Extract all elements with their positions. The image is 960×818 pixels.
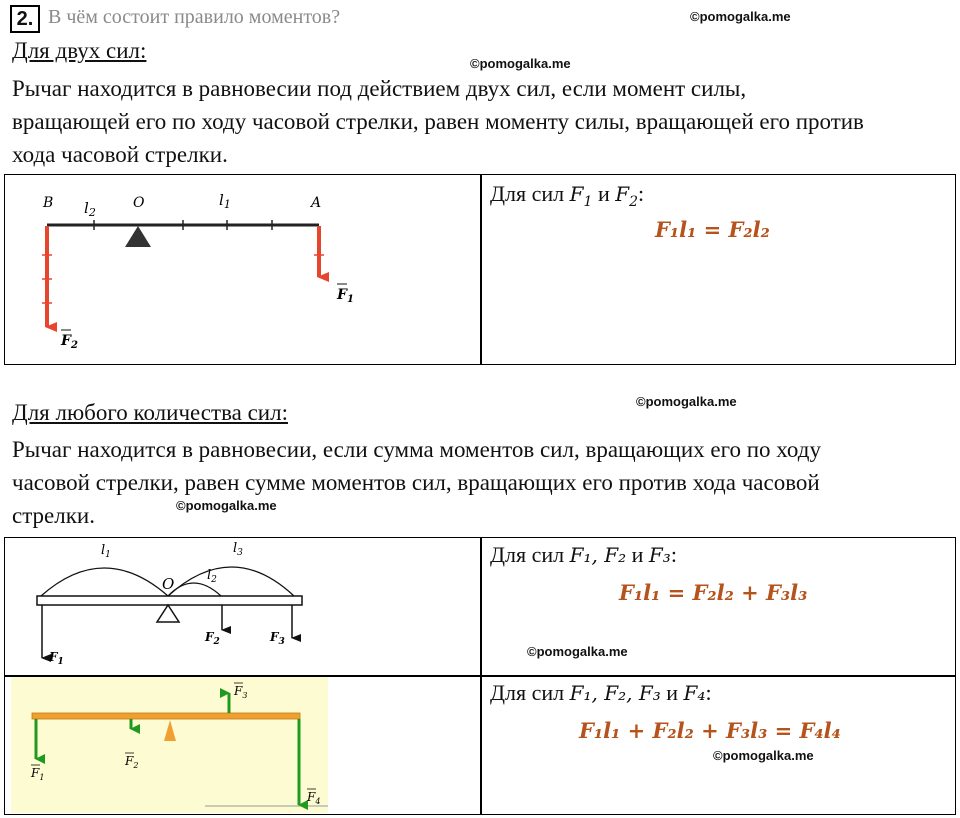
svg-text:l1 bbox=[101, 543, 111, 560]
svg-text:l2 bbox=[84, 199, 96, 219]
formula: F₁l₁ = F₂l₂ + F₃l₃ bbox=[619, 580, 808, 605]
title-prefix: Для сил bbox=[490, 542, 570, 567]
two-force-lever-diagram bbox=[7, 177, 377, 362]
label-f3: F bbox=[234, 684, 243, 698]
label-f1-sub: 1 bbox=[39, 773, 45, 782]
title-colon: : bbox=[670, 542, 677, 567]
label-f1-sub: 1 bbox=[346, 294, 354, 305]
watermark: ©pomogalka.me bbox=[713, 748, 814, 763]
label-f3-sub: 3 bbox=[278, 637, 285, 647]
label-o: O bbox=[133, 195, 145, 211]
watermark: ©pomogalka.me bbox=[636, 394, 737, 409]
four-force-lever-diagram bbox=[5, 677, 328, 813]
cell-title bbox=[490, 680, 712, 706]
svg-text:F2 bbox=[60, 333, 78, 351]
title-last-var: F₃ bbox=[648, 543, 671, 567]
label-f3: F bbox=[270, 630, 279, 644]
question-text: В чём состоит правило моментов? bbox=[48, 6, 341, 28]
label-f4-sub: 4 bbox=[315, 797, 321, 806]
section2-paragraph bbox=[12, 433, 821, 532]
diagram-background bbox=[11, 677, 328, 813]
three-force-lever-diagram bbox=[7, 540, 307, 674]
table1-formula-cell bbox=[480, 174, 956, 365]
svg-text:F1 bbox=[336, 287, 354, 305]
paragraph-line: стрелки. bbox=[12, 503, 95, 528]
label-f1: F bbox=[337, 287, 347, 303]
title-and: и bbox=[592, 181, 616, 206]
table2-row2-image-cell bbox=[4, 675, 482, 815]
svg-text:F3 bbox=[269, 630, 285, 647]
fulcrum-icon bbox=[157, 605, 179, 622]
watermark: ©pomogalka.me bbox=[176, 498, 277, 513]
svg-text:F2 bbox=[204, 630, 220, 647]
var-f1-sub: 1 bbox=[583, 194, 593, 210]
lever-beam bbox=[32, 713, 300, 719]
label-f4: F bbox=[307, 790, 316, 804]
title-and: и bbox=[626, 542, 649, 567]
paragraph-line: хода часовой стрелки. bbox=[12, 142, 228, 167]
label-f2-sub: 2 bbox=[213, 637, 220, 647]
label-o: O bbox=[162, 575, 175, 593]
cell-title bbox=[490, 181, 644, 210]
title-vars: F₁, F₂ bbox=[569, 543, 627, 567]
label-l1: l bbox=[219, 191, 224, 209]
title-colon: : bbox=[638, 181, 645, 206]
label-f2: F bbox=[125, 754, 134, 768]
svg-text:F1 bbox=[48, 650, 64, 667]
title-last-var: F₄ bbox=[683, 681, 706, 705]
paragraph-line: Рычаг находится в равновесии под действием двух сил, если момент силы, bbox=[12, 76, 747, 101]
paragraph-line: вращающей его по ходу часовой стрелки, равен моменту силы, вращающей его против bbox=[12, 109, 864, 134]
label-f2: F bbox=[205, 630, 214, 644]
table2-row2-formula-cell bbox=[480, 675, 956, 815]
title-prefix: Для сил bbox=[490, 680, 570, 705]
title-prefix: Для сил bbox=[490, 181, 570, 206]
label-l2-sub: 2 bbox=[88, 206, 96, 219]
watermark: ©pomogalka.me bbox=[470, 56, 571, 71]
label-f3-sub: 3 bbox=[242, 691, 248, 700]
svg-text:l3 bbox=[233, 541, 243, 558]
label-l1-sub: 1 bbox=[105, 550, 111, 560]
label-l2: l bbox=[207, 568, 212, 583]
table2-row1-formula-cell bbox=[480, 537, 956, 677]
label-l1-sub: 1 bbox=[223, 198, 231, 211]
label-l3: l bbox=[233, 541, 238, 556]
formula: F₁l₁ = F₂l₂ bbox=[655, 217, 770, 242]
svg-text:l1 bbox=[219, 191, 231, 211]
cell-title bbox=[490, 542, 677, 568]
label-f1: F bbox=[31, 766, 40, 780]
fulcrum-icon bbox=[125, 226, 151, 247]
label-f2-sub: 2 bbox=[133, 761, 139, 770]
var-f2: F bbox=[615, 182, 630, 206]
label-f1-sub: 1 bbox=[57, 657, 64, 667]
title-and: и bbox=[660, 680, 684, 705]
label-l2: l bbox=[84, 199, 89, 217]
paragraph-line: часовой стрелки, равен сумме моментов сил, вращающих его против хода часовой bbox=[12, 470, 820, 495]
section2-heading: Для любого количества сил: bbox=[12, 400, 288, 425]
label-f1: F bbox=[49, 650, 58, 664]
label-a: A bbox=[311, 195, 322, 211]
label-l3-sub: 3 bbox=[237, 548, 243, 558]
watermark: ©pomogalka.me bbox=[527, 644, 628, 659]
title-colon: : bbox=[705, 680, 712, 705]
svg-text:l2 bbox=[207, 568, 217, 585]
label-f2-sub: 2 bbox=[70, 340, 78, 351]
var-f1: F bbox=[569, 182, 584, 206]
label-f2: F bbox=[61, 333, 71, 349]
section1-heading: Для двух сил: bbox=[12, 38, 147, 63]
label-b: B bbox=[43, 195, 54, 211]
formula: F₁l₁ + F₂l₂ + F₃l₃ = F₄l₄ bbox=[579, 718, 841, 743]
label-l2-sub: 2 bbox=[211, 575, 217, 585]
title-vars: F₁, F₂, F₃ bbox=[569, 681, 661, 705]
var-f2-sub: 2 bbox=[629, 194, 639, 210]
label-l1: l bbox=[101, 543, 106, 558]
table2-row1-image-cell bbox=[4, 537, 482, 677]
question-number: 2. bbox=[10, 5, 40, 33]
watermark: ©pomogalka.me bbox=[690, 9, 791, 24]
section1-paragraph bbox=[12, 72, 864, 171]
table1-image-cell bbox=[4, 174, 482, 365]
paragraph-line: Рычаг находится в равновесии, если сумма моментов сил, вращающих его по ходу bbox=[12, 437, 821, 462]
